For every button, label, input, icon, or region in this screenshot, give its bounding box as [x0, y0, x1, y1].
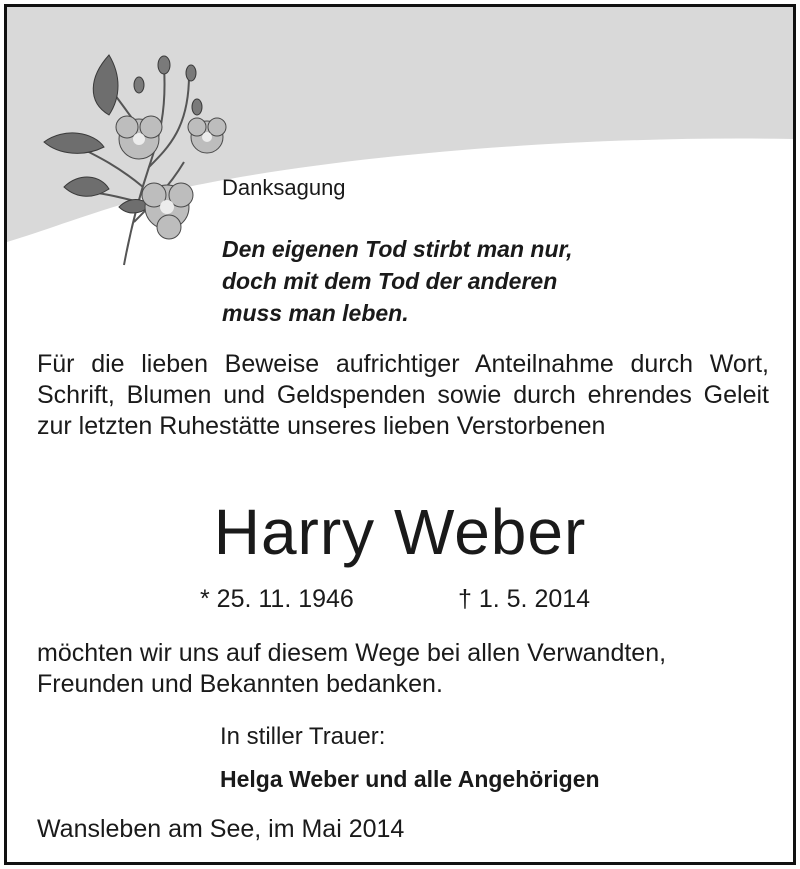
place-and-date: Wansleben am See, im Mai 2014 [37, 815, 405, 843]
notice-heading: Danksagung [222, 175, 346, 200]
quote-block [222, 233, 573, 329]
death-date: † 1. 5. 2014 [458, 585, 591, 613]
obituary-notice [4, 4, 796, 865]
quote-line: muss man leben. [222, 300, 409, 326]
quote-line: doch mit dem Tod der anderen [222, 268, 558, 294]
rose-branch-icon [39, 47, 239, 272]
signers: Helga Weber und alle Angehörigen [220, 766, 600, 792]
mourning-label: In stiller Trauer: [220, 723, 386, 750]
birth-date: * 25. 11. 1946 [200, 585, 354, 613]
quote-line: Den eigenen Tod stirbt man nur, [222, 236, 573, 262]
thanks-paragraph: möchten wir uns auf diesem Wege bei allen Verwandten, Freunden und Bekannten bedanken. [37, 639, 667, 698]
deceased-name: Harry Weber [213, 496, 587, 568]
intro-paragraph: Für die lieben Beweise aufrichtiger Anteilnahme durch Wort, Schrift, Blumen und Geldspenden sowie durch ehrendes Geleit zur letzten Ruhestätte unseres lieben Verstorbenen [37, 350, 769, 440]
